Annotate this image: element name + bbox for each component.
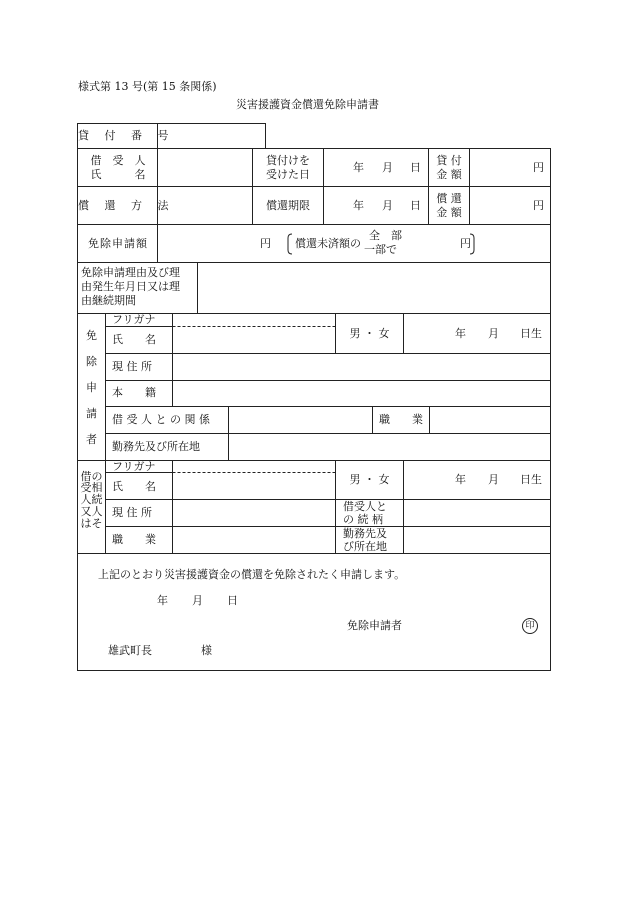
mayor-label: 雄武町長 (108, 644, 152, 657)
repay-amount-label-2: 金 額 (436, 206, 462, 219)
loan-amount-label-1: 貸 付 (436, 154, 462, 167)
loan-date-label-2: 受けた日 (266, 168, 310, 181)
exemption-amount-label: 免除申請額 (88, 237, 148, 250)
borrower-name-field[interactable] (159, 150, 251, 185)
applicant-birth-year: 年 (455, 327, 466, 340)
applicant-name-field[interactable] (174, 328, 334, 352)
applicant-relation-field[interactable] (230, 408, 371, 432)
heir-relation-label-1: 借受人と (343, 500, 387, 513)
repay-deadline-day: 日 (410, 199, 421, 212)
applicant-address-field[interactable] (174, 355, 549, 379)
seal-icon: 印 (522, 618, 538, 634)
form-title: 災害援護資金償還免除申請書 (236, 98, 379, 111)
heir-occupation-label: 職 業 (112, 533, 156, 546)
application-statement: 上記のとおり災害援護資金の償還を免除されたく申請します。 (98, 568, 406, 581)
loan-date-year: 年 (353, 161, 364, 174)
applicant-domicile-label: 本 籍 (112, 386, 156, 399)
heir-furigana-field[interactable] (174, 461, 334, 471)
application-year: 年 (157, 594, 168, 607)
heir-relation-label-2: の 続 柄 (343, 513, 383, 526)
applicant-relation-label: 借 受 人 と の 関 係 (112, 413, 210, 426)
heir-address-field[interactable] (174, 501, 334, 525)
applicant-workplace-label: 勤務先及び所在地 (112, 440, 200, 453)
applicant-signature-label: 免除申請者 (347, 619, 402, 632)
mayor-sama: 様 (201, 644, 212, 657)
heir-occupation-field[interactable] (174, 528, 334, 552)
heir-birth-day: 日生 (520, 473, 542, 486)
loan-amount-label-2: 金 額 (436, 168, 462, 181)
repay-amount-label-1: 償 還 (436, 192, 462, 205)
applicant-workplace-field[interactable] (230, 435, 549, 459)
loan-date-label-1: 貸付けを (266, 154, 310, 167)
heir-workplace-label-1: 勤務先及 (343, 527, 387, 540)
reason-field[interactable] (199, 264, 549, 312)
heir-name-label: 氏 名 (112, 480, 156, 493)
loan-number-field[interactable] (160, 130, 264, 144)
heir-side-3: 人続 (80, 493, 103, 506)
loan-number-label: 貸 付 番 号 (78, 129, 175, 142)
reason-label-1: 免除申請理由及び理 (81, 266, 180, 279)
applicant-occupation-label: 職 業 (379, 413, 423, 426)
unpaid-all: 全 部 (369, 229, 402, 242)
application-month: 月 (192, 594, 203, 607)
repay-deadline-month: 月 (382, 199, 393, 212)
heir-workplace-field[interactable] (405, 528, 549, 552)
applicant-side-4: 請 (86, 407, 97, 420)
form-number: 様式第 13 号(第 15 条関係) (78, 80, 217, 93)
applicant-side-2: 除 (86, 355, 97, 368)
reason-label-2: 由発生年月日又は理 (81, 280, 180, 293)
heir-relation-field[interactable] (405, 501, 549, 525)
borrower-name-label-1: 借 受 人 (90, 154, 146, 167)
heir-name-field[interactable] (174, 474, 334, 498)
repay-amount-yen: 円 (533, 199, 544, 212)
applicant-furigana-label: フリガナ (112, 313, 156, 326)
heir-gender[interactable]: 男 ・ 女 (349, 473, 390, 486)
loan-amount-yen: 円 (533, 161, 544, 174)
heir-address-label: 現 住 所 (112, 506, 152, 519)
applicant-domicile-field[interactable] (174, 382, 549, 405)
reason-label-3: 由継続期間 (81, 294, 136, 307)
applicant-birth-month: 月 (488, 327, 499, 340)
unpaid-label: 償還未済額の (295, 237, 361, 250)
applicant-occupation-field[interactable] (431, 408, 549, 432)
application-day: 日 (227, 594, 238, 607)
heir-birth-year: 年 (455, 473, 466, 486)
heir-furigana-label: フリガナ (112, 460, 156, 473)
repay-deadline-year: 年 (353, 199, 364, 212)
heir-birth-month: 月 (488, 473, 499, 486)
repay-deadline-label: 償還期限 (266, 199, 310, 212)
heir-side-5: はそ (80, 517, 103, 530)
heir-side-4: 又人 (80, 505, 103, 518)
loan-date-month: 月 (382, 161, 393, 174)
repay-method-field[interactable] (159, 188, 251, 223)
loan-date-day: 日 (410, 161, 421, 174)
unpaid-yen: 円 (460, 237, 471, 250)
applicant-furigana-field[interactable] (174, 314, 334, 325)
borrower-name-label-2: 氏 名 (90, 168, 146, 181)
unpaid-part: 一部で (364, 243, 397, 256)
heir-side-2: 受相 (80, 481, 103, 494)
applicant-birth-day: 日生 (520, 327, 542, 340)
exemption-amount-yen: 円 (260, 237, 271, 250)
repay-method-label: 償 還 方 法 (78, 199, 175, 212)
applicant-side-3: 申 (86, 381, 97, 394)
applicant-side-5: 者 (86, 433, 97, 446)
applicant-name-label: 氏 名 (112, 333, 156, 346)
heir-workplace-label-2: び所在地 (343, 540, 387, 553)
applicant-address-label: 現 住 所 (112, 360, 152, 373)
applicant-side-1: 免 (86, 329, 97, 342)
applicant-gender[interactable]: 男 ・ 女 (349, 327, 390, 340)
heir-side-1: 借の (80, 470, 103, 483)
